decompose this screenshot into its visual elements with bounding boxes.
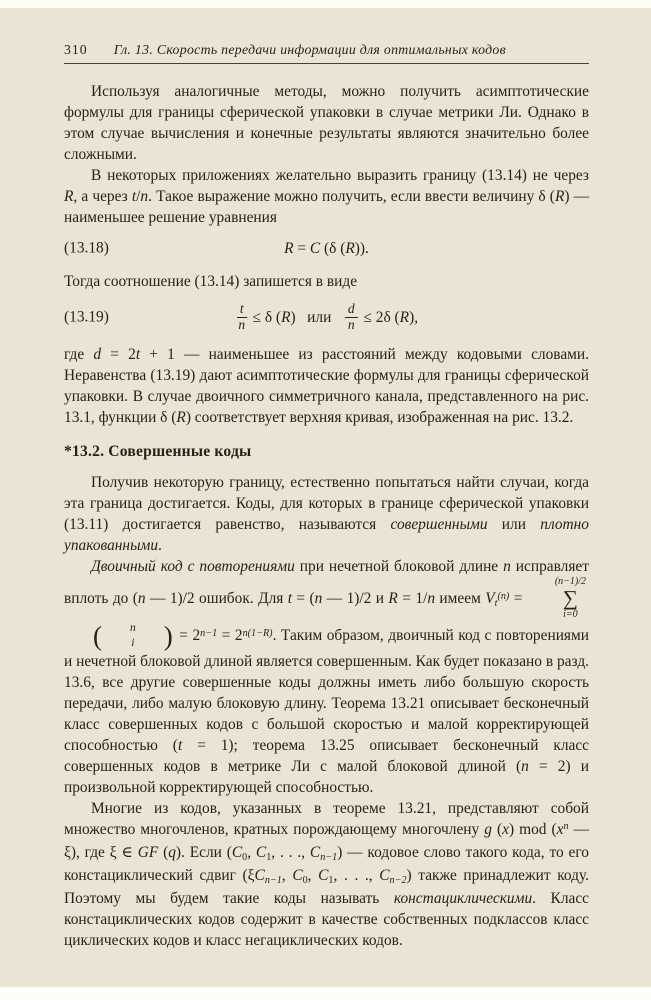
text-run: C <box>318 867 329 885</box>
fraction <box>237 302 247 333</box>
running-title: Гл. 13. Скорость передачи информации для оптимальных кодов <box>113 42 506 57</box>
text-run: C <box>254 867 265 885</box>
text-run: . Таким образом, двоичный код с повторениями и нечетной блоковой длиной является совершенным. Как будет показано в разд. 13.6, все другие совершенные коды должны иметь либо большую скорость передачи, либо малую блоковую длину. Теорема 13.21 описывает бесконечный класс совершенных кодов с большой скоростью и малой корректирующей способностью ( <box>64 627 589 755</box>
text-run: t <box>135 346 141 364</box>
text-run: R <box>64 188 74 205</box>
binomial-bottom: i <box>131 636 135 649</box>
text-run: C <box>309 844 321 862</box>
scan-edge-bottom <box>0 987 651 1000</box>
text-run: имеем <box>435 590 486 608</box>
text-run: = 2) и произвольной корректирующей способностью. <box>64 758 589 797</box>
text-run: = <box>509 590 527 608</box>
text-run: ) <box>290 308 296 326</box>
text-run: Двоичный код с повторениями <box>91 558 295 576</box>
text-run: + 1 — наименьшее из расстояний между кодовыми словами. Неравенства (13.19) дают асимптотические формулы для границы сферической упаковки. В случае двоичного симметричного канала, представленного на рис. 13.1, функции δ ( <box>64 346 590 427</box>
text-run: t <box>494 598 498 610</box>
text-run: x <box>502 821 509 839</box>
text-run: g <box>484 821 492 839</box>
text-run: , . . ., <box>271 844 310 862</box>
text-run: ). Если ( <box>175 844 232 862</box>
text-run: R <box>345 240 355 257</box>
text-run: = 2 <box>174 627 201 645</box>
text-run: C <box>255 844 267 862</box>
text-run: n <box>238 316 246 332</box>
text-run: где <box>64 346 94 364</box>
summation-upper-limit: (n−1)/2 <box>554 576 586 588</box>
summation <box>528 576 586 621</box>
text-run: = 1/ <box>397 590 428 608</box>
fraction-denominator <box>237 318 247 333</box>
text-run: , а через <box>73 188 132 205</box>
paragraph <box>64 798 589 951</box>
fraction-numerator <box>237 302 247 318</box>
text-run: *13.2. Совершенные коды <box>64 443 252 461</box>
equation-body <box>284 240 369 257</box>
text-run: . Такое выражение можно получить, если ввести величину δ ( <box>148 188 555 205</box>
text-run: t <box>239 300 244 316</box>
text-run: d <box>347 300 355 316</box>
text-run: 1 <box>266 852 272 864</box>
text-run: GF <box>137 844 159 862</box>
page-body <box>64 81 589 951</box>
text-run: = 2 <box>101 346 136 364</box>
text-run: ) соответствует верхняя кривая, изображенная на рис. 13.2. <box>185 409 574 427</box>
text-run: ( <box>158 844 169 862</box>
equation-label: (13.18) <box>64 239 109 257</box>
text-run: плотно упакованными <box>64 516 589 555</box>
paragraph <box>64 556 589 798</box>
text-run: Используя аналогичные методы, можно получить асимптотические формулы для границы сферической упаковки в случае метрики Ли. Однако в этом случае вычисления и конечные результаты являются значительно более сложными. <box>64 83 589 163</box>
fraction-numerator <box>345 302 358 318</box>
text-run: q <box>168 844 176 862</box>
text-run: совершенными <box>390 516 488 534</box>
section-heading <box>64 443 589 461</box>
text-run: n <box>140 188 149 205</box>
book-page <box>0 8 651 987</box>
text-run: t <box>287 590 293 608</box>
text-run: , <box>281 867 293 885</box>
scan-edge-top <box>0 0 651 8</box>
text-run: 0 <box>242 852 248 864</box>
header-rule <box>64 63 589 64</box>
text-run: R <box>554 188 565 205</box>
text-run: n−1 <box>264 875 282 887</box>
text-run: n <box>427 590 436 608</box>
paragraph <box>64 472 589 556</box>
text-run: t <box>131 188 137 205</box>
text-run: 0 <box>302 875 308 887</box>
page-header <box>64 42 589 58</box>
text-run: C <box>379 867 390 885</box>
paragraph <box>64 344 589 428</box>
text-run: 1 <box>328 875 334 887</box>
text-run: = ( <box>292 590 315 608</box>
paragraph <box>64 81 589 165</box>
text-run: , . . ., <box>333 867 380 885</box>
text-run: Многие из кодов, указанных в теореме 13.21, представляют собой множество многочленов, кратных порождающему многочлену <box>64 800 589 839</box>
text-run: R <box>176 409 186 427</box>
text-run: n−2 <box>389 875 407 887</box>
text-run: / <box>136 188 141 205</box>
text-run: x <box>556 821 564 839</box>
text-run: . Класс констациклических кодов содержит в качестве собственных подклассов класс циклических кодов и класс негациклических кодов. <box>64 890 589 950</box>
text-run: n(1−R) <box>242 627 273 639</box>
paragraph <box>64 271 589 292</box>
sigma-icon: ∑ <box>562 586 578 611</box>
text-run: , <box>247 844 256 862</box>
equation <box>64 239 589 260</box>
text-run: R <box>388 590 398 608</box>
text-run: R <box>399 308 410 326</box>
text-run: исправляет вплоть до ( <box>64 558 589 608</box>
text-run: Тогда соотношение (13.14) запишется в виде <box>64 272 358 290</box>
text-run: (n) <box>497 590 510 602</box>
text-run: d <box>93 346 102 364</box>
text-run: — 1)/2 и <box>322 590 389 608</box>
text-run: n <box>521 758 529 776</box>
text-run: = 1); теорема 13.25 описывает бесконечный класс совершенных кодов в метрике Ли с малой блоковой длиной ( <box>64 737 589 776</box>
text-run: n <box>137 590 146 608</box>
text-run: ( <box>491 821 503 839</box>
text-run: ) — наименьшее решение уравнения <box>64 188 589 226</box>
close-paren-icon: ) <box>163 620 173 651</box>
text-run: n <box>563 821 569 833</box>
text-run: n−1 <box>200 627 218 639</box>
open-paren-icon: ( <box>93 620 102 651</box>
text-run: ) mod ( <box>508 821 557 839</box>
text-run: C <box>292 867 303 885</box>
text-run: ) также принадлежит коду. Поэтому мы будем такие коды называть <box>64 867 589 908</box>
text-run: )). <box>354 240 369 257</box>
text-run: при нечетной блоковой длине <box>294 558 504 576</box>
text-run: R <box>281 308 291 326</box>
text-run: n <box>347 316 355 332</box>
text-run: — ξ), где ξ ∈ <box>64 821 589 862</box>
fraction-denominator <box>345 318 358 333</box>
equation <box>64 300 589 334</box>
text-run: ) — кодовое слово такого кода, то его констациклический сдвиг (ξ <box>64 844 589 885</box>
text-run: V <box>485 590 495 608</box>
fraction <box>345 302 358 333</box>
text-run: C <box>309 240 321 257</box>
equation-label: (13.19) <box>64 308 109 326</box>
text-run: C <box>231 844 243 862</box>
text-run: n <box>314 590 323 608</box>
paragraph <box>64 165 589 228</box>
text-run: = 2 <box>217 627 243 645</box>
text-run: — 1)/2 ошибок. Для <box>145 590 288 608</box>
page-number: 310 <box>64 42 88 57</box>
text-run: , <box>307 867 319 885</box>
text-run: В некоторых приложениях желательно выразить границу (13.14) не через <box>91 167 589 184</box>
binomial-top: n <box>130 622 136 635</box>
text-run: ), <box>409 308 419 326</box>
text-run: констациклическими <box>393 890 533 908</box>
binomial-stack <box>102 621 137 650</box>
text-run: . <box>158 537 162 555</box>
text-run: Получив некоторую границу, естественно попытаться найти случаи, когда эта граница достигается. Коды, для которых в границе сферической упаковки (13.11) достигается равенство, называются <box>64 474 589 534</box>
text-run: n <box>503 558 511 576</box>
binomial-coefficient <box>66 621 173 650</box>
text-run: ≤ 2δ ( <box>359 308 400 326</box>
summation-lower-limit: i=0 <box>563 609 578 621</box>
text-run: = <box>293 240 310 257</box>
text-run: или <box>487 516 541 534</box>
text-run: t <box>177 737 183 755</box>
text-run: или <box>295 308 343 326</box>
text-run: R <box>284 240 294 257</box>
text-run: (δ ( <box>320 240 346 257</box>
text-run: n−1 <box>320 852 338 864</box>
equation-body <box>235 300 419 332</box>
text-run: ≤ δ ( <box>248 308 282 326</box>
